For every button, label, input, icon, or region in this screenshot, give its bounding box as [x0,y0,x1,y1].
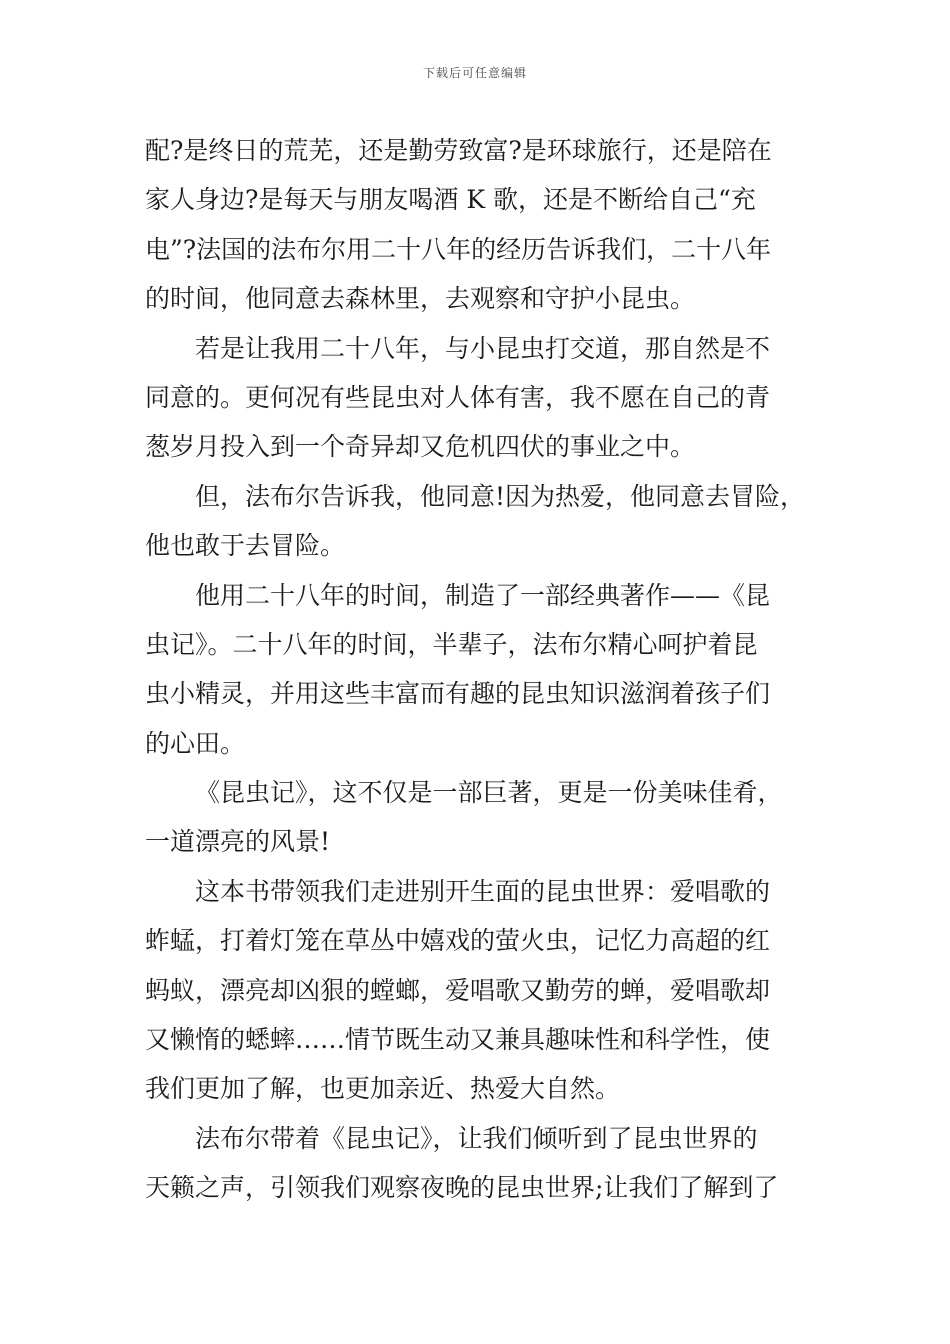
text-line: 但，法布尔告诉我，他同意!因为热爱，他同意去冒险， [195,481,806,511]
text-line: 的心田。 [145,728,246,758]
text-line: 《昆虫记》，这不仅是一部巨著，更是一份美味佳肴， [195,778,783,808]
text-line: 电”?法国的法布尔用二十八年的经历告诉我们，二十八年 [145,234,772,264]
text-line: 蚂蚁，漂亮却凶狠的螳螂，爱唱歌又勤劳的蝉，爱唱歌却 [145,975,771,1005]
text-line: 家人身边?是每天与朋友喝酒 K 歌，还是不断给自己“充 [145,185,756,215]
text-line: 同意的。更何况有些昆虫对人体有害，我不愿在自己的青 [145,382,771,412]
text-line: 若是让我用二十八年，与小昆虫打交道，那自然是不 [195,333,771,363]
text-line: 又懒惰的蟋蟀……情节既生动又兼具趣味性和科学性，使 [145,1025,771,1055]
text-line: 法布尔带着《昆虫记》，让我们倾听到了昆虫世界的 [195,1123,758,1153]
text-line: 这本书带领我们走进别开生面的昆虫世界：爱唱歌的 [195,876,771,906]
text-line: 葱岁月投入到一个奇异却又危机四伏的事业之中。 [145,432,696,462]
text-line: 一道漂亮的风景! [145,827,331,857]
text-line: 虫小精灵，并用这些丰富而有趣的昆虫知识滋润着孩子们 [145,679,771,709]
document-body [145,126,817,1213]
text-line: 的时间，他同意去森林里，去观察和守护小昆虫。 [145,284,696,314]
text-line: 他也敢于去冒险。 [145,531,346,561]
text-line: 配?是终日的荒芜，还是勤劳致富?是环球旅行，还是陪在 [145,136,772,165]
page-header: 下载后可任意编辑 [422,66,527,80]
text-line: 我们更加了解，也更加亲近、热爱大自然。 [145,1074,621,1104]
text-line: 蚱蜢，打着灯笼在草丛中嬉戏的萤火虫，记忆力高超的红 [145,926,771,956]
text-line: 虫记》。二十八年的时间，半辈子，法布尔精心呵护着昆 [145,629,758,659]
text-line: 天籁之声，引领我们观察夜晚的昆虫世界;让我们了解到了 [145,1173,779,1203]
text-line: 他用二十八年的时间，制造了一部经典著作——《昆 [195,580,771,610]
